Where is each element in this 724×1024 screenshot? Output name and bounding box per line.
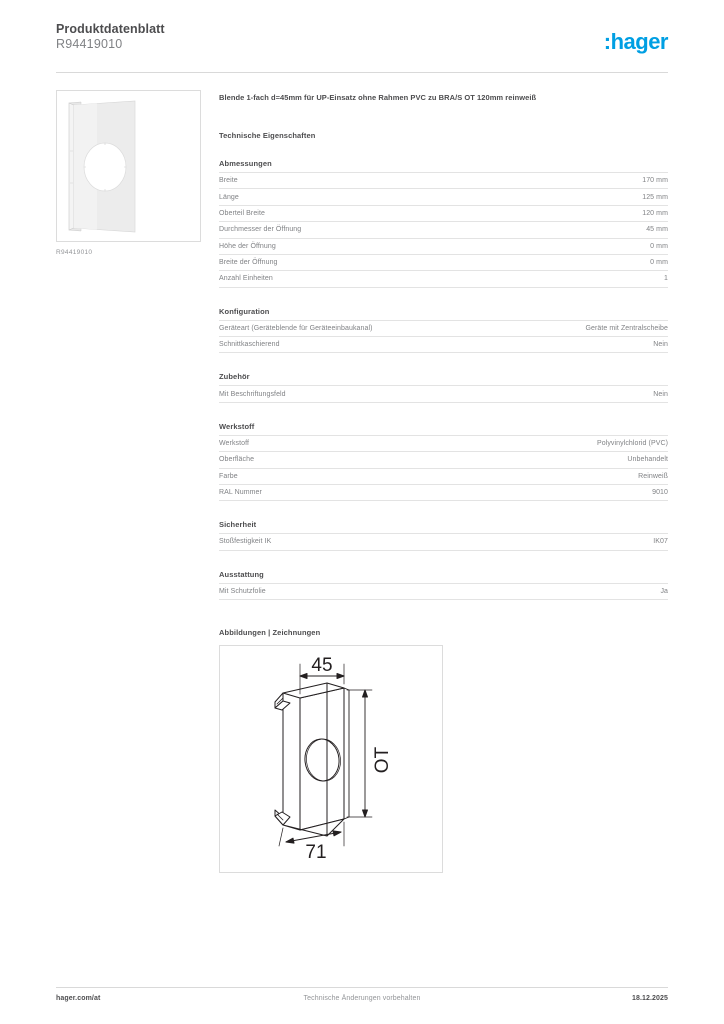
technical-drawing bbox=[220, 646, 442, 872]
spec-group bbox=[219, 570, 668, 600]
spec-key: Mit Schutzfolie bbox=[219, 587, 266, 595]
spec-value: 1 bbox=[664, 275, 668, 283]
spec-value: 170 mm bbox=[642, 177, 668, 185]
table-row bbox=[219, 534, 668, 550]
spec-value: Geräte mit Zentralscheibe bbox=[585, 324, 668, 332]
table-row bbox=[219, 337, 668, 353]
spec-table bbox=[219, 320, 668, 354]
title-block bbox=[56, 22, 165, 52]
table-row bbox=[219, 320, 668, 336]
footer-website[interactable]: hager.com/at bbox=[56, 995, 101, 1002]
spec-value: 120 mm bbox=[642, 209, 668, 217]
spec-key: Geräteart (Geräteblende für Geräteeinbaukanal) bbox=[219, 324, 373, 332]
table-row bbox=[219, 583, 668, 599]
dimension-label-right: OT bbox=[372, 746, 393, 774]
drawings-title: Abbildungen | Zeichnungen bbox=[219, 628, 321, 637]
drawing-frame bbox=[219, 645, 443, 873]
spec-key: Mit Beschriftungsfeld bbox=[219, 390, 286, 398]
drawings-block bbox=[219, 628, 668, 873]
footer-divider bbox=[56, 987, 668, 988]
spec-groups bbox=[219, 159, 668, 600]
table-row bbox=[219, 484, 668, 500]
spec-group bbox=[219, 520, 668, 550]
product-description: Blende 1-fach d=45mm für UP-Einsatz ohne Rahmen PVC zu BRA/S OT 120mm reinweiß bbox=[219, 93, 537, 102]
spec-key: Anzahl Einheiten bbox=[219, 275, 273, 283]
spec-group-title: Sicherheit bbox=[219, 520, 257, 530]
spec-table bbox=[219, 583, 668, 600]
product-image-frame bbox=[56, 90, 201, 242]
spec-value: Unbehandelt bbox=[627, 456, 668, 464]
table-row bbox=[219, 189, 668, 205]
spec-key: Oberteil Breite bbox=[219, 209, 265, 217]
table-row bbox=[219, 271, 668, 287]
spec-key: Oberfläche bbox=[219, 456, 255, 464]
product-plate-photo bbox=[57, 91, 200, 241]
spec-group bbox=[219, 422, 668, 502]
product-reference: R94419010 bbox=[56, 37, 123, 51]
spec-value: 125 mm bbox=[642, 193, 668, 201]
spec-group bbox=[219, 307, 668, 354]
spec-value: 45 mm bbox=[646, 226, 668, 234]
page-footer bbox=[56, 995, 668, 1009]
spec-table bbox=[219, 172, 668, 288]
table-row bbox=[219, 173, 668, 189]
spec-value: Nein bbox=[653, 341, 668, 349]
spec-group-title: Ausstattung bbox=[219, 569, 264, 579]
spec-group bbox=[219, 372, 668, 402]
spec-key: Werkstoff bbox=[219, 439, 250, 447]
spec-value: 9010 bbox=[652, 489, 668, 497]
spec-value: Ja bbox=[660, 587, 668, 595]
page-header bbox=[56, 22, 668, 70]
hager-logo: :hager bbox=[603, 29, 668, 54]
product-image-panel bbox=[56, 90, 203, 256]
spec-key: Breite der Öffnung bbox=[219, 259, 278, 267]
spec-table bbox=[219, 435, 668, 502]
spec-key: Farbe bbox=[219, 472, 238, 480]
spec-value: Polyvinylchlorid (PVC) bbox=[596, 439, 668, 447]
spec-group bbox=[219, 159, 668, 288]
dimension-label-top: 45 bbox=[311, 655, 333, 676]
spec-key: Schnittkaschierend bbox=[219, 341, 280, 349]
page-title: Produktdatenblatt bbox=[56, 22, 165, 36]
technical-properties-heading: Technische Eigenschaften bbox=[219, 131, 316, 140]
spec-key: RAL Nummer bbox=[219, 489, 262, 497]
spec-group-title: Konfiguration bbox=[219, 306, 270, 316]
spec-group-title: Werkstoff bbox=[219, 421, 255, 431]
footer-disclaimer: Technische Änderungen vorbehalten bbox=[303, 995, 421, 1002]
dimension-label-bottom: 71 bbox=[305, 842, 327, 863]
table-row bbox=[219, 386, 668, 402]
product-image-caption: R94419010 bbox=[56, 249, 93, 256]
spec-key: Stoßfestigkeit IK bbox=[219, 538, 272, 546]
spec-group-title: Abmessungen bbox=[219, 159, 272, 168]
spec-table bbox=[219, 533, 668, 550]
table-row bbox=[219, 222, 668, 238]
spec-table bbox=[219, 385, 668, 402]
spec-value: Nein bbox=[653, 390, 668, 398]
spec-key: Höhe der Öffnung bbox=[219, 242, 276, 250]
table-row bbox=[219, 238, 668, 254]
table-row bbox=[219, 452, 668, 468]
spec-key: Durchmesser der Öffnung bbox=[219, 226, 302, 234]
table-row bbox=[219, 435, 668, 451]
spec-key: Breite bbox=[219, 177, 238, 185]
spec-value: 0 mm bbox=[650, 242, 668, 250]
header-divider bbox=[56, 72, 668, 73]
spec-value: Reinweiß bbox=[638, 472, 668, 480]
spec-value: 0 mm bbox=[650, 259, 668, 267]
main-content bbox=[219, 92, 668, 873]
table-row bbox=[219, 205, 668, 221]
table-row bbox=[219, 468, 668, 484]
table-row bbox=[219, 254, 668, 270]
spec-value: IK07 bbox=[653, 538, 668, 546]
spec-group-title: Zubehör bbox=[219, 372, 250, 382]
footer-date: 18.12.2025 bbox=[631, 995, 668, 1002]
spec-key: Länge bbox=[219, 193, 239, 201]
